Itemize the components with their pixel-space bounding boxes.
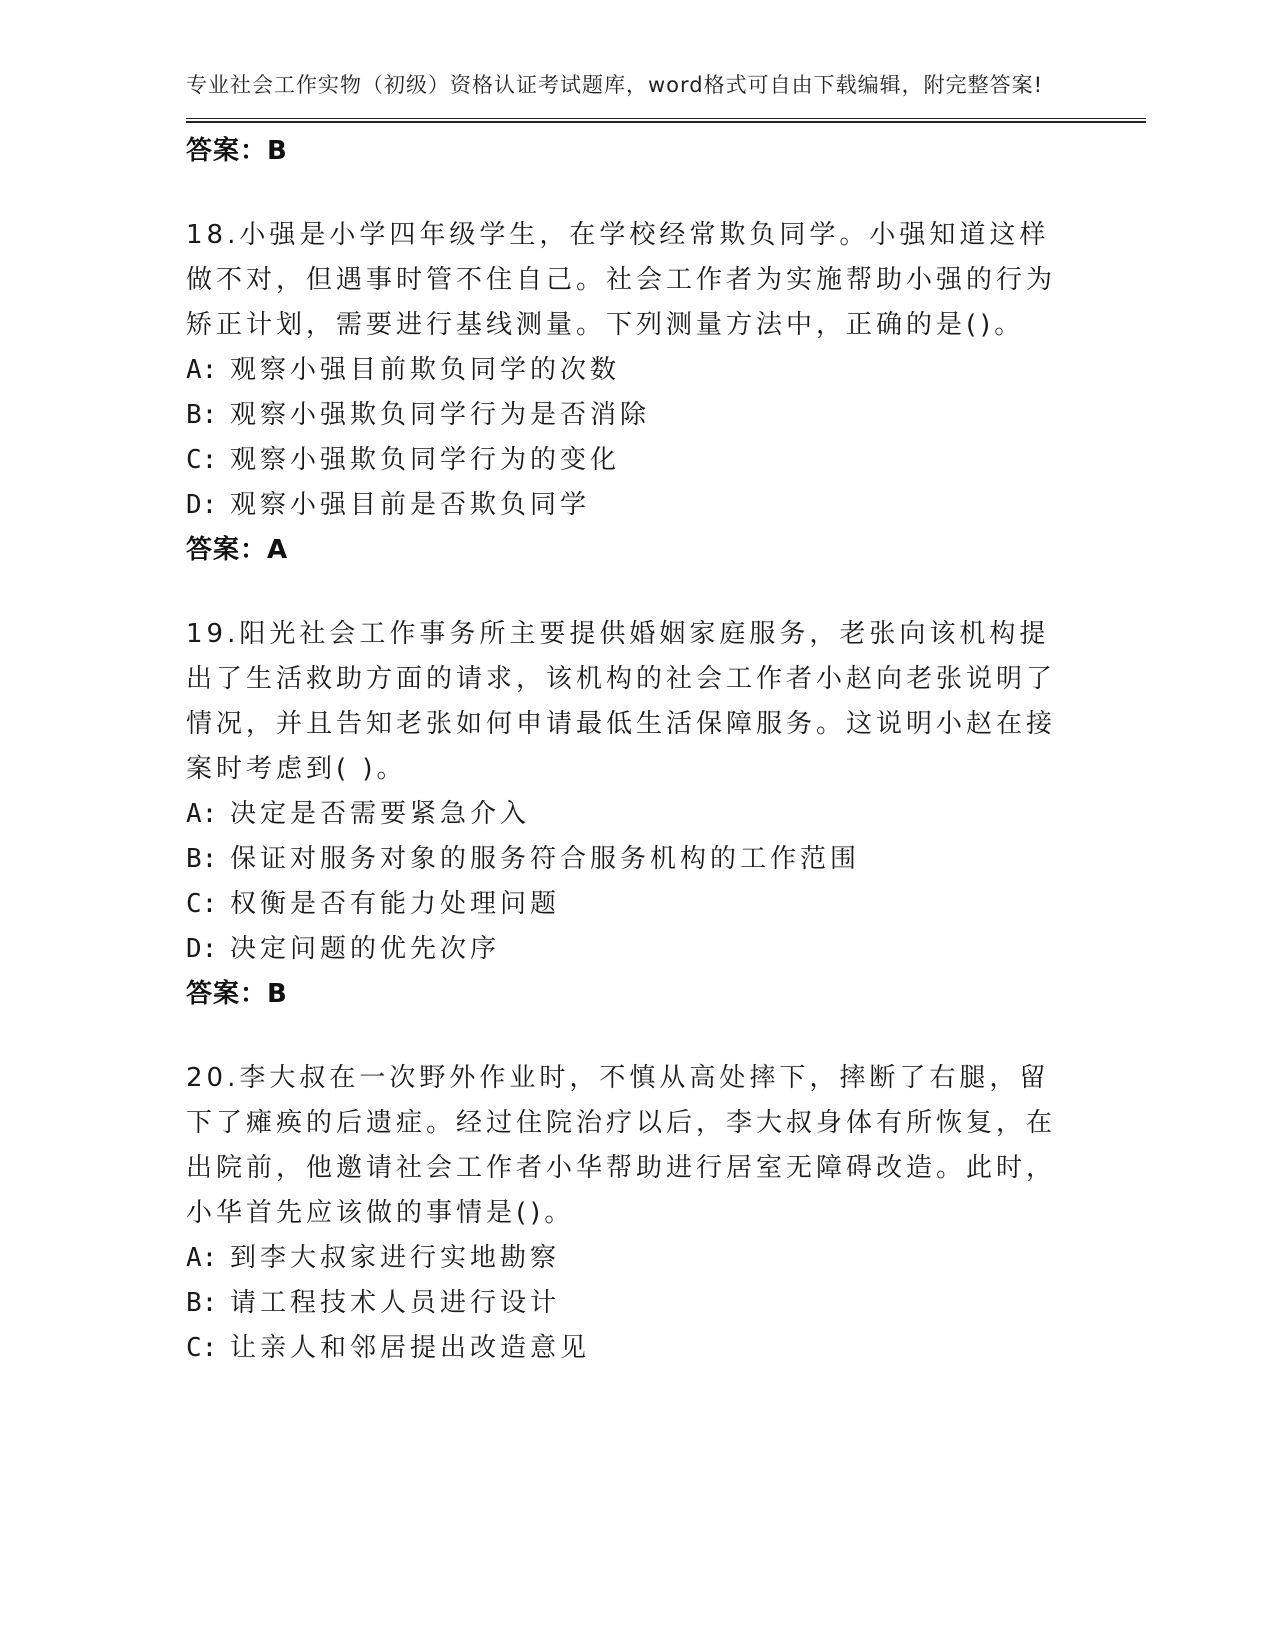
- option-letter: B:: [186, 1288, 218, 1318]
- option-text: 观察小强欺负同学行为的变化: [230, 445, 621, 475]
- option-a: [186, 792, 1146, 837]
- option-text: 请工程技术人员进行设计: [230, 1288, 561, 1318]
- question-18: [186, 213, 1146, 572]
- option-text: 到李大叔家进行实地勘察: [230, 1243, 561, 1273]
- question-text: 20.李大叔在一次野外作业时，不慎从高处摔下，摔断了右腿，留下了瘫痪的后遗症。经过住院治疗以后，李大叔身体有所恢复，在出院前，他邀请社会工作者小华帮助进行居室无障碍改造。此时，小华首先应该做的事情是()。: [186, 1063, 1057, 1228]
- option-text: 观察小强目前是否欺负同学: [230, 490, 591, 520]
- option-b: [186, 393, 1146, 438]
- option-text: 让亲人和邻居提出改造意见: [230, 1333, 591, 1363]
- option-c: [186, 1326, 1146, 1371]
- header-divider: [186, 118, 1146, 123]
- option-b: [186, 837, 1146, 882]
- question-20: [186, 1056, 1146, 1371]
- option-a: [186, 1236, 1146, 1281]
- option-letter: C:: [186, 445, 218, 475]
- previous-answer: 答案：B: [186, 136, 288, 166]
- option-d: [186, 927, 1146, 972]
- option-c: [186, 882, 1146, 927]
- option-letter: D:: [186, 490, 218, 520]
- option-text: 决定问题的优先次序: [230, 934, 501, 964]
- option-a: [186, 348, 1146, 393]
- answer-line: 答案：B: [186, 979, 288, 1009]
- option-letter: A:: [186, 355, 218, 385]
- option-letter: D:: [186, 934, 218, 964]
- option-letter: B:: [186, 400, 218, 430]
- option-letter: B:: [186, 844, 218, 874]
- option-d: [186, 483, 1146, 528]
- option-letter: A:: [186, 799, 218, 829]
- option-b: [186, 1281, 1146, 1326]
- option-text: 保证对服务对象的服务符合服务机构的工作范围: [230, 844, 861, 874]
- document-page: [186, 70, 1146, 1371]
- option-letter: C:: [186, 889, 218, 919]
- option-text: 观察小强目前欺负同学的次数: [230, 355, 621, 385]
- option-letter: C:: [186, 1333, 218, 1363]
- option-c: [186, 438, 1146, 483]
- option-text: 权衡是否有能力处理问题: [230, 889, 561, 919]
- question-19: [186, 612, 1146, 1016]
- page-header: 专业社会工作实物（初级）资格认证考试题库，word格式可自由下载编辑，附完整答案!: [186, 73, 1044, 97]
- answer-line: 答案：A: [186, 535, 289, 565]
- question-text: 18.小强是小学四年级学生，在学校经常欺负同学。小强知道这样做不对，但遇事时管不住自己。社会工作者为实施帮助小强的行为矫正计划，需要进行基线测量。下列测量方法中，正确的是()。: [186, 220, 1057, 340]
- option-text: 决定是否需要紧急介入: [230, 799, 531, 829]
- option-letter: A:: [186, 1243, 218, 1273]
- option-text: 观察小强欺负同学行为是否消除: [230, 400, 651, 430]
- question-text: 19.阳光社会工作事务所主要提供婚姻家庭服务，老张向该机构提出了生活救助方面的请求，该机构的社会工作者小赵向老张说明了情况，并且告知老张如何申请最低生活保障服务。这说明小赵在接案时考虑到( )。: [186, 619, 1057, 784]
